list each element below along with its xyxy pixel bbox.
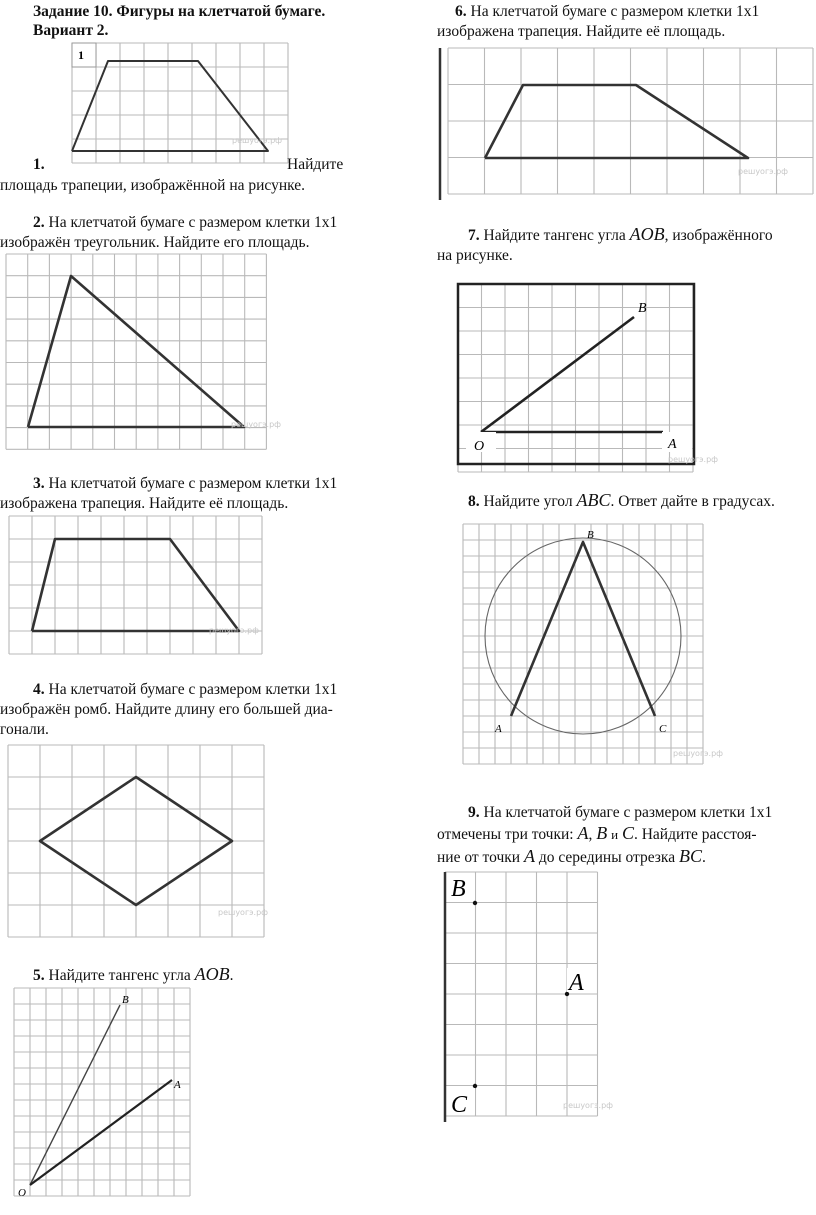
task-8-angle: ABC bbox=[576, 490, 611, 510]
task-6-number: 6. bbox=[455, 3, 467, 20]
figure-8-shape bbox=[463, 524, 724, 764]
label-a: A bbox=[495, 723, 502, 735]
figure-7-shape bbox=[458, 284, 719, 464]
task-6-text-b: изображена трапеция. Найдите её площадь. bbox=[437, 23, 726, 40]
task-2-line1: На клетчатой бумаге с размером клетки 1x1 bbox=[48, 214, 338, 231]
task-1-text-b: площадь трапеции, изображённой на рисунке. bbox=[0, 177, 306, 194]
task-8-number: 8. bbox=[468, 493, 480, 510]
figure-9-shape bbox=[445, 872, 614, 1118]
label-a: A bbox=[174, 1079, 181, 1091]
ray-ob bbox=[30, 1005, 120, 1185]
label-c: C bbox=[451, 1092, 468, 1118]
task-9-line3a: ние от точки bbox=[437, 849, 521, 866]
watermark: решуогэ.рф bbox=[218, 908, 269, 917]
task-header-variant: Вариант 2. bbox=[33, 22, 109, 39]
figure-6-shape bbox=[448, 48, 798, 198]
angle-abc bbox=[511, 542, 655, 716]
task-7-line1: Найдите тангенс угла bbox=[483, 227, 626, 244]
task-4-text-b: изображён ромб. Найдите длину его большей диа- bbox=[0, 701, 333, 718]
task-9-number: 9. bbox=[468, 804, 480, 821]
task-1-text-a: Найдите bbox=[287, 156, 344, 173]
figure-4-shape bbox=[8, 745, 269, 940]
task-2-text-b: изображён треугольник. Найдите его площадь. bbox=[0, 234, 310, 251]
label-b: B bbox=[638, 301, 647, 316]
task-3-text-a bbox=[33, 474, 337, 494]
label-a: A bbox=[668, 437, 677, 452]
task-9-point-c: C bbox=[621, 823, 634, 843]
task-9-line3b: до середины отрезка bbox=[538, 849, 676, 866]
task-5-end: . bbox=[229, 967, 234, 984]
task-2-text-a bbox=[33, 213, 337, 233]
task-8-line1b: . Ответ дайте в градусах. bbox=[610, 493, 775, 510]
task-9-line3c: . bbox=[702, 849, 706, 866]
task-5-text bbox=[33, 964, 233, 986]
task-2-number: 2. bbox=[33, 214, 45, 231]
label-c: C bbox=[659, 723, 667, 735]
task-9-sep2: и bbox=[611, 827, 619, 842]
task-9-point-a: A bbox=[577, 823, 589, 843]
task-9-text-a bbox=[468, 803, 772, 823]
ray-ob bbox=[481, 317, 634, 432]
task-9-point-a2: A bbox=[523, 846, 535, 866]
watermark: решуогэ.рф bbox=[563, 1101, 614, 1110]
task-1-number: 1. bbox=[33, 156, 45, 173]
task-7-text-c: на рисунке. bbox=[437, 247, 513, 264]
figure-3-shape bbox=[9, 516, 262, 653]
task-9-text-c bbox=[437, 846, 706, 868]
ray-oa bbox=[30, 1080, 172, 1185]
watermark: решуогэ.рф bbox=[668, 455, 719, 464]
unit-cell-label-box bbox=[72, 43, 96, 67]
task-header-title: Задание 10. Фигуры на клетчатой бумаге. bbox=[33, 3, 326, 20]
task-3-line1: На клетчатой бумаге с размером клетки 1x1 bbox=[48, 475, 338, 492]
trapezoid-6 bbox=[485, 85, 748, 158]
task-7-line1b: , изображённого bbox=[664, 227, 773, 244]
task-4-text-c: гонали. bbox=[0, 721, 49, 738]
triangle-2 bbox=[28, 276, 244, 427]
task-3-text-b: изображена трапеция. Найдите её площадь. bbox=[0, 495, 289, 512]
task-4-number: 4. bbox=[33, 681, 45, 698]
figure-2-shape bbox=[6, 254, 282, 450]
label-o: O bbox=[474, 439, 485, 454]
task-8-text bbox=[468, 490, 775, 512]
watermark: решуогэ.рф bbox=[231, 420, 282, 429]
task-7-number: 7. bbox=[468, 227, 480, 244]
task-9-text-b bbox=[437, 823, 757, 845]
task-5-line1: Найдите тангенс угла bbox=[48, 967, 191, 984]
task-9-point-b: B bbox=[596, 823, 608, 843]
rhombus-4 bbox=[40, 777, 232, 905]
figure-1-shape bbox=[72, 43, 288, 163]
task-5-angle: AOB bbox=[194, 964, 230, 984]
task-9-line2a: отмечены три точки: bbox=[437, 826, 574, 843]
task-9-line1: На клетчатой бумаге с размером клетки 1x1 bbox=[483, 804, 773, 821]
label-a: A bbox=[569, 970, 584, 996]
unit-cell-label: 1 bbox=[78, 48, 84, 62]
task-4-line1: На клетчатой бумаге с размером клетки 1x1 bbox=[48, 681, 338, 698]
label-b: B bbox=[122, 994, 129, 1006]
task-6-line1: На клетчатой бумаге с размером клетки 1x1 bbox=[470, 3, 760, 20]
task-9-sep1: , bbox=[588, 826, 593, 843]
trapezoid-3 bbox=[32, 539, 239, 631]
label-b: B bbox=[451, 876, 466, 902]
watermark: решуогэ.рф bbox=[232, 136, 283, 145]
task-9-segment: BC bbox=[678, 846, 702, 866]
watermark: решуогэ.рф bbox=[738, 167, 789, 176]
task-7-angle: AOB bbox=[629, 224, 665, 244]
point-b bbox=[473, 901, 477, 905]
watermark: решуогэ.рф bbox=[209, 626, 260, 635]
task-5-number: 5. bbox=[33, 967, 45, 984]
task-4-text-a bbox=[33, 680, 337, 700]
figure-5-shape bbox=[14, 988, 190, 1200]
task-9-line2b: . Найдите расстоя- bbox=[633, 826, 757, 843]
point-c bbox=[473, 1084, 477, 1088]
task-7-text-a bbox=[468, 224, 773, 246]
task-8-line1: Найдите угол bbox=[483, 493, 573, 510]
label-o: O bbox=[18, 1187, 26, 1199]
label-b: B bbox=[587, 529, 594, 541]
task-3-number: 3. bbox=[33, 475, 45, 492]
task-6-text-a bbox=[455, 2, 759, 22]
watermark: решуогэ.рф bbox=[673, 749, 724, 758]
